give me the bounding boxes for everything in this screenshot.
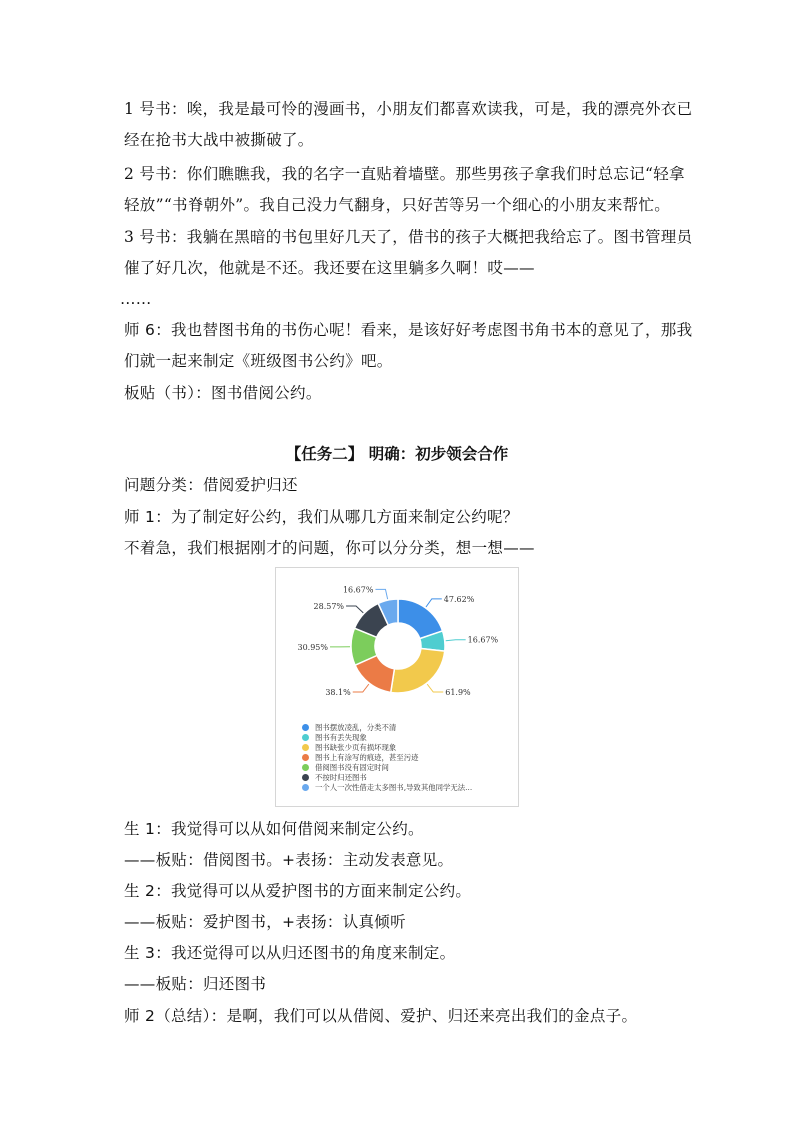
legend-label: 一个人一次性借走太多图书,导致其他同学无法... xyxy=(315,782,473,792)
legend-label: 借阅图书没有固定时间 xyxy=(315,762,389,772)
leader-line xyxy=(375,589,387,599)
board-note-3: ——板贴：归还图书 xyxy=(124,975,267,993)
book3-line2: 催了好几次，他就是不还。我还要在这里躺多久啊！哎—— xyxy=(124,259,535,277)
legend-swatch xyxy=(302,754,309,761)
data-label: 30.95% xyxy=(297,642,329,652)
legend-label: 不按时归还图书 xyxy=(315,772,367,782)
legend-entry xyxy=(302,782,516,792)
legend-swatch xyxy=(302,764,309,771)
ellipsis: …… xyxy=(120,290,152,308)
legend-swatch xyxy=(302,734,309,741)
chart-legend xyxy=(302,722,516,792)
teacher6-line1: 师 6：我也替图书角的书伤心呢！看来，是该好好考虑图书角书本的意见了，那我 xyxy=(124,321,693,339)
prompt: 不着急，我们根据刚才的问题，你可以分分类，想一想—— xyxy=(124,539,535,557)
teacher1: 师 1：为了制定好公约，我们从哪几方面来制定公约呢？ xyxy=(124,508,519,526)
student1: 生 1：我觉得可以从如何借阅来制定公约。 xyxy=(124,820,424,838)
book2-line1: 2 号书：你们瞧瞧我，我的名字一直贴着墙壁。那些男孩子拿我们时总忘记“轻拿 xyxy=(124,165,685,183)
legend-swatch xyxy=(302,774,309,781)
book1-line1: 1 号书：唉，我是最可怜的漫画书，小朋友们都喜欢读我，可是，我的漂亮外衣已 xyxy=(124,100,693,118)
data-label: 16.67% xyxy=(467,635,499,645)
legend-label: 图书有丢失现象 xyxy=(315,732,367,742)
legend-entry xyxy=(302,752,516,762)
book3-line1: 3 号书：我躺在黑暗的书包里好几天了，借书的孩子大概把我给忘了。图书管理员 xyxy=(124,228,693,246)
donut-chart-svg xyxy=(276,568,518,718)
legend-entry xyxy=(302,742,516,752)
leader-line xyxy=(427,684,443,692)
board-note: 板贴（书）：图书借阅公约。 xyxy=(124,384,322,402)
data-label: 38.1% xyxy=(325,688,351,698)
data-label: 61.9% xyxy=(445,688,471,698)
legend-entry xyxy=(302,762,516,772)
legend-label: 图书缺张少页有损坏现象 xyxy=(315,742,397,752)
teacher2-summary: 师 2（总结）：是啊，我们可以从借阅、爱护、归还来亮出我们的金点子。 xyxy=(124,1007,638,1025)
legend-entry xyxy=(302,772,516,782)
student3: 生 3：我还觉得可以从归还图书的角度来制定。 xyxy=(124,944,456,962)
legend-entry xyxy=(302,732,516,742)
legend-swatch xyxy=(302,744,309,751)
leader-line xyxy=(426,599,442,607)
teacher6-line2: 们就一起来制定《班级图书公约》吧。 xyxy=(124,352,393,370)
data-label: 28.57% xyxy=(313,601,345,611)
task-heading: 【任务二】 明确：初步领会合作 xyxy=(285,445,509,463)
data-label: 47.62% xyxy=(443,594,475,604)
book1-line2: 经在抢书大战中被撕破了。 xyxy=(124,131,314,149)
board-note-1: ——板贴：借阅图书。+表扬：主动发表意见。 xyxy=(124,851,454,869)
leader-line xyxy=(446,640,466,641)
legend-swatch xyxy=(302,724,309,731)
book2-line2: 轻放”“书脊朝外”。我自己没力气翻身，只好苦等另一个细心的小朋友来帮忙。 xyxy=(124,196,671,214)
legend-label: 图书摆放凌乱，分类不清 xyxy=(315,722,397,732)
data-label: 16.67% xyxy=(342,585,374,595)
board-note-2: ——板贴：爱护图书，+表扬：认真倾听 xyxy=(124,913,406,931)
legend-label: 图书上有涂写的痕迹，甚至污迹 xyxy=(315,752,419,762)
legend-entry xyxy=(302,722,516,732)
classification: 问题分类：借阅爱护归还 xyxy=(124,476,298,494)
donut-chart xyxy=(275,567,519,807)
leader-line xyxy=(346,606,363,613)
donut-slice xyxy=(391,649,445,693)
legend-swatch xyxy=(302,784,309,791)
student2: 生 2：我觉得可以从爱护图书的方面来制定公约。 xyxy=(124,882,472,900)
leader-line xyxy=(353,684,369,692)
